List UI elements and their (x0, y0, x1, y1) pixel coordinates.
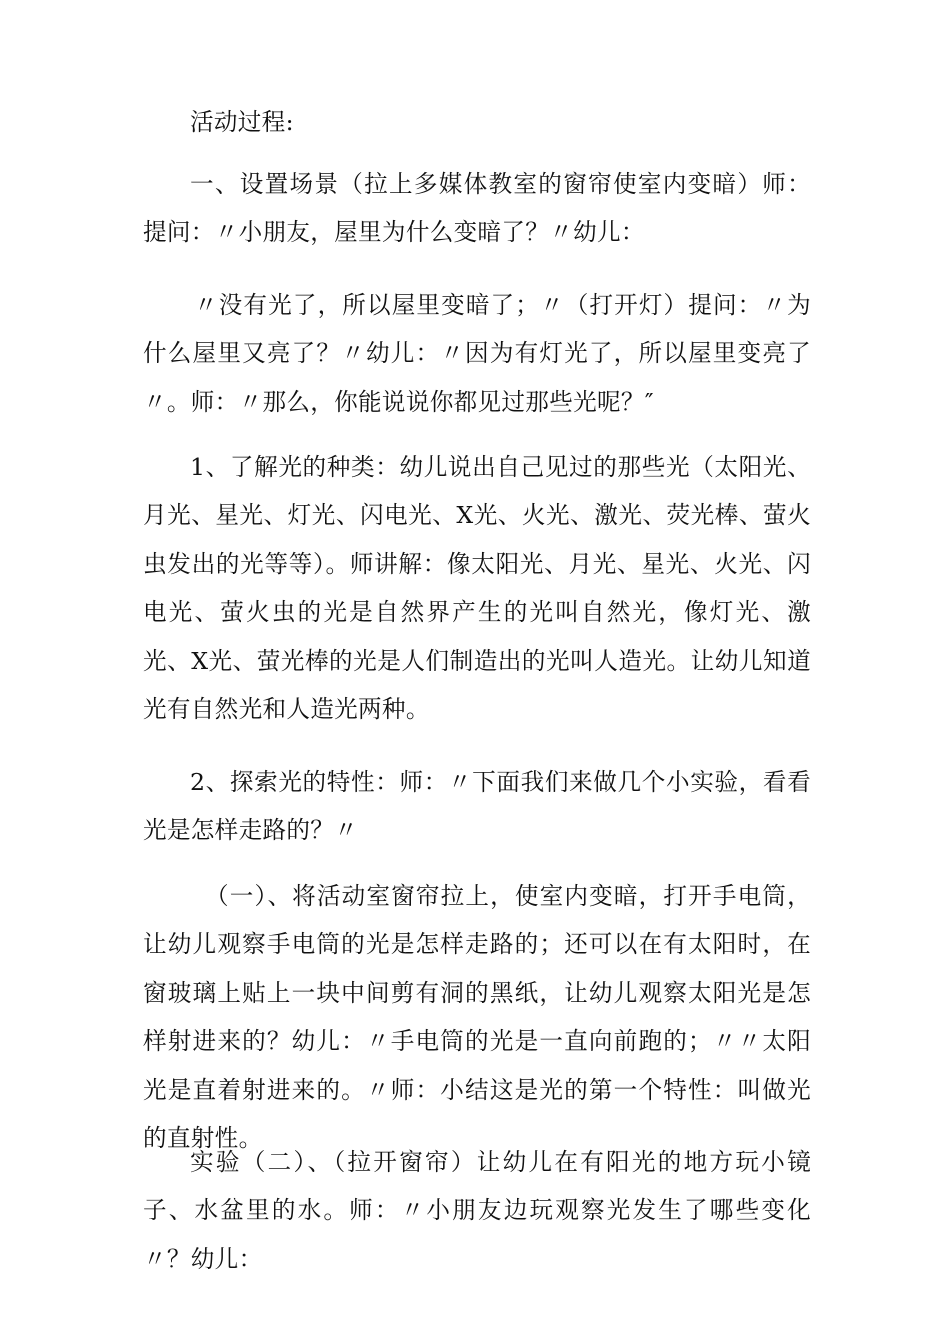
paragraph-light-dialogue: 〃没有光了，所以屋里变暗了；〃（打开灯）提问：〃为什么屋里又亮了？〃幼儿：〃因为有灯光了，所以屋里变亮了〃。师：〃那么，你能说说你都见过那些光呢？″ (143, 291, 811, 416)
paragraph-activity-process-heading: 活动过程: (190, 108, 294, 136)
paragraph-experiment-two: 实验（二）、（拉开窗帘）让幼儿在有阳光的地方玩小镜子、水盆里的水。师：〃小朋友边玩观察光发生了哪些变化〃？幼儿： (143, 1148, 811, 1273)
paragraph-types-of-light: 1、了解光的种类：幼儿说出自己见过的那些光（太阳光、月光、星光、灯光、闪电光、X光、火光、激光、荧光棒、萤火虫发出的光等等）。师讲解：像太阳光、月光、星光、火光、闪电光、萤火虫的光是自然界产生的光叫自然光，像灯光、激光、X光、萤光棒的光是人们制造出的光叫人造光。让幼儿知道光有自然光和人造光两种。 (143, 453, 811, 724)
paragraph-explore-properties: 2、探索光的特性：师：〃下面我们来做几个小实验，看看光是怎样走路的？〃 (143, 768, 811, 845)
paragraph-setting-scene: 一、设置场景（拉上多媒体教室的窗帘使室内变暗）师：提问：〃小朋友，屋里为什么变暗了？〃幼儿： (143, 170, 811, 247)
paragraph-experiment-one: （一）、将活动室窗帘拉上，使室内变暗，打开手电筒，让幼儿观察手电筒的光是怎样走路的；还可以在有太阳时，在窗玻璃上贴上一块中间剪有洞的黑纸，让幼儿观察太阳光是怎样射进来的？幼儿：〃手电筒的光是一直向前跑的；〃〃太阳光是直着射进来的。〃师：小结这是光的第一个特性：叫做光的直射性。 (143, 882, 811, 1153)
